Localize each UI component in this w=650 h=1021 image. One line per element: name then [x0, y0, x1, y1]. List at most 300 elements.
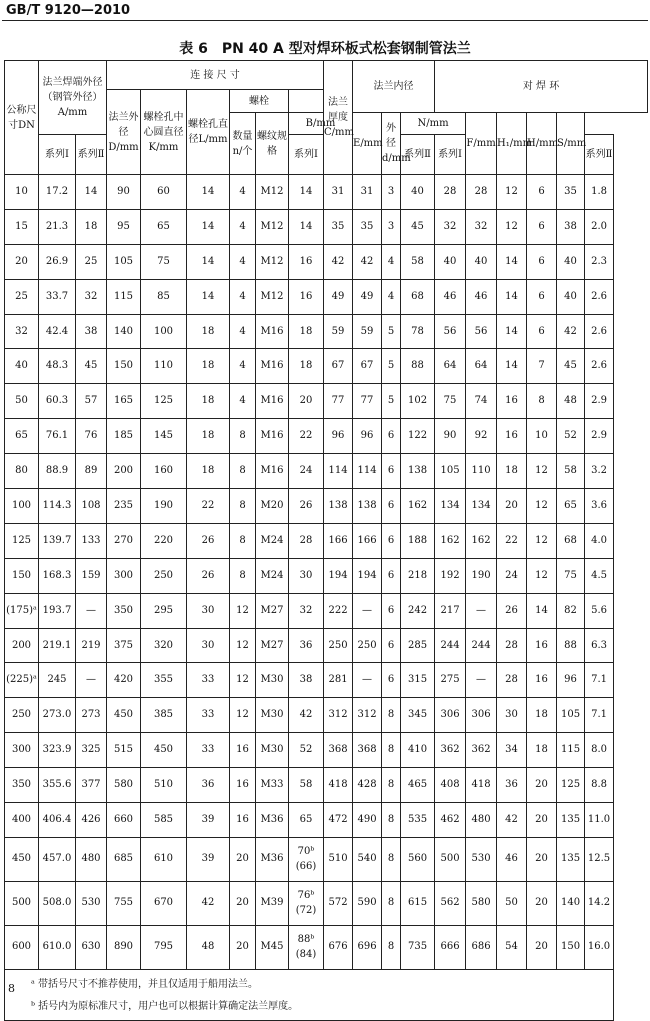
cell-bolt-hole: 14	[187, 244, 230, 279]
cell-dn: 400	[5, 803, 39, 838]
cell-h1: 18	[527, 698, 557, 733]
cell-a-series1: 406.4	[39, 803, 76, 838]
cell-bolt-qty: 12	[230, 698, 256, 733]
cell-n-series1: 306	[435, 698, 466, 733]
cell-n-series1: 408	[435, 768, 466, 803]
cell-a-series1: 139.7	[39, 523, 76, 558]
cell-n-series2: 244	[466, 628, 497, 663]
cell-bolt-thread: M16	[256, 384, 289, 419]
cell-a-series1: 76.1	[39, 419, 76, 454]
cell-flange-od: 185	[107, 419, 141, 454]
cell-bolt-circle: 100	[141, 314, 187, 349]
hdr-B-series1: 系列Ⅰ	[289, 135, 324, 175]
cell-a-series2: 630	[76, 925, 107, 969]
cell-s: 2.6	[585, 279, 614, 314]
cell-ring-od: 218	[401, 558, 435, 593]
cell-n-series2: 134	[466, 489, 497, 524]
cell-b-series1: 59	[324, 314, 353, 349]
table-row	[5, 881, 648, 925]
cell-s: 2.6	[585, 349, 614, 384]
table-row	[5, 803, 648, 838]
footnote-a: ᵃ 带括号尺寸不推荐使用，并且仅适用于船用法兰。	[31, 978, 259, 990]
cell-n-series2: 686	[466, 925, 497, 969]
cell-b-series2: 35	[353, 209, 382, 244]
cell-s: 2.3	[585, 244, 614, 279]
cell-bolt-qty: 8	[230, 489, 256, 524]
cell-bolt-thread: M20	[256, 489, 289, 524]
flange-thickness-value: 76ᵇ	[297, 890, 315, 902]
hdr-ring-od: 外径d/mm	[382, 113, 401, 175]
cell-flange-thickness: 18	[289, 349, 324, 384]
cell-n-series1: 32	[435, 209, 466, 244]
cell-n-series1: 40	[435, 244, 466, 279]
hdr-S: S/mm	[557, 113, 585, 175]
cell-h1: 16	[527, 628, 557, 663]
cell-f: 16	[497, 384, 527, 419]
cell-a-series2: 18	[76, 209, 107, 244]
cell-s: 8.8	[585, 768, 614, 803]
cell-bolt-hole: 18	[187, 384, 230, 419]
cell-dn: 100	[5, 489, 39, 524]
cell-e: 8	[382, 768, 401, 803]
cell-bolt-circle: 75	[141, 244, 187, 279]
table-row	[5, 663, 648, 698]
table-row	[5, 925, 648, 969]
cell-dn: 125	[5, 523, 39, 558]
cell-ring-od: 138	[401, 454, 435, 489]
flange-thickness-original: (84)	[295, 949, 317, 961]
cell-a-series2: 480	[76, 837, 107, 881]
cell-n-series2: 480	[466, 803, 497, 838]
cell-bolt-hole: 18	[187, 349, 230, 384]
cell-bolt-thread: M36	[256, 837, 289, 881]
cell-h1: 18	[527, 733, 557, 768]
cell-flange-od: 95	[107, 209, 141, 244]
cell-n-series1: 666	[435, 925, 466, 969]
cell-n-series1: 217	[435, 593, 466, 628]
cell-b-series1: 96	[324, 419, 353, 454]
cell-dn: 80	[5, 454, 39, 489]
cell-s: 5.6	[585, 593, 614, 628]
cell-bolt-circle: 250	[141, 558, 187, 593]
cell-ring-od: 410	[401, 733, 435, 768]
cell-s: 12.5	[585, 837, 614, 881]
cell-bolt-thread: M12	[256, 209, 289, 244]
cell-a-series1: 88.9	[39, 454, 76, 489]
table-row	[5, 558, 648, 593]
cell-ring-od: 315	[401, 663, 435, 698]
cell-dn: 200	[5, 628, 39, 663]
cell-ring-od: 465	[401, 768, 435, 803]
cell-h: 48	[557, 384, 585, 419]
cell-a-series2: 133	[76, 523, 107, 558]
cell-h: 135	[557, 803, 585, 838]
cell-bolt-circle: 85	[141, 279, 187, 314]
cell-b-series2: 490	[353, 803, 382, 838]
hdr-flange-thickness: 法兰厚度C/mm	[324, 61, 353, 175]
cell-h1: 12	[527, 454, 557, 489]
cell-bolt-hole: 14	[187, 209, 230, 244]
cell-dn: 450	[5, 837, 39, 881]
cell-s: 4.5	[585, 558, 614, 593]
cell-a-series1: 245	[39, 663, 76, 698]
cell-f: 14	[497, 314, 527, 349]
cell-dn: 300	[5, 733, 39, 768]
cell-flange-od: 115	[107, 279, 141, 314]
cell-b-series2: 590	[353, 881, 382, 925]
cell-b-series1: 368	[324, 733, 353, 768]
cell-e: 8	[382, 881, 401, 925]
cell-f: 18	[497, 454, 527, 489]
cell-dn: 250	[5, 698, 39, 733]
cell-ring-od: 242	[401, 593, 435, 628]
cell-h1: 16	[527, 663, 557, 698]
cell-f: 22	[497, 523, 527, 558]
cell-b-series2: 138	[353, 489, 382, 524]
cell-e: 8	[382, 733, 401, 768]
cell-dn: 10	[5, 175, 39, 210]
cell-bolt-hole: 22	[187, 489, 230, 524]
cell-flange-od: 200	[107, 454, 141, 489]
table-title: 表 6 PN 40 A 型对焊环板式松套钢制管法兰	[179, 41, 471, 57]
cell-bolt-qty: 8	[230, 419, 256, 454]
cell-flange-od: 450	[107, 698, 141, 733]
cell-s: 8.0	[585, 733, 614, 768]
cell-bolt-qty: 20	[230, 837, 256, 881]
cell-a-series1: 26.9	[39, 244, 76, 279]
cell-e: 5	[382, 314, 401, 349]
cell-h1: 6	[527, 209, 557, 244]
cell-bolt-thread: M16	[256, 349, 289, 384]
cell-n-series1: 462	[435, 803, 466, 838]
cell-bolt-thread: M27	[256, 593, 289, 628]
cell-bolt-circle: 450	[141, 733, 187, 768]
cell-b-series2: —	[353, 593, 382, 628]
cell-bolt-hole: 30	[187, 628, 230, 663]
cell-b-series2: 696	[353, 925, 382, 969]
cell-h1: 10	[527, 419, 557, 454]
cell-h: 115	[557, 733, 585, 768]
cell-dn: 40	[5, 349, 39, 384]
cell-s: 3.6	[585, 489, 614, 524]
hdr-bolt: 螺栓	[230, 90, 289, 113]
cell-b-series2: 114	[353, 454, 382, 489]
hdr-weld-ring: 对 焊 环	[435, 61, 648, 113]
cell-a-series1: 60.3	[39, 384, 76, 419]
cell-s: 16.0	[585, 925, 614, 969]
cell-b-series1: 281	[324, 663, 353, 698]
cell-bolt-qty: 4	[230, 175, 256, 210]
cell-ring-od: 345	[401, 698, 435, 733]
cell-ring-od: 615	[401, 881, 435, 925]
flange-thickness-original: (72)	[295, 905, 317, 917]
cell-bolt-qty: 16	[230, 733, 256, 768]
cell-bolt-circle: 125	[141, 384, 187, 419]
cell-f: 14	[497, 279, 527, 314]
cell-s: 2.9	[585, 384, 614, 419]
cell-flange-thickness: 20	[289, 384, 324, 419]
cell-f: 14	[497, 244, 527, 279]
cell-a-series2: 108	[76, 489, 107, 524]
table-row	[5, 454, 648, 489]
cell-h1: 6	[527, 244, 557, 279]
hdr-bolt-hole: 螺栓孔直径L/mm	[187, 90, 230, 175]
cell-flange-thickness: 30	[289, 558, 324, 593]
cell-bolt-hole: 42	[187, 881, 230, 925]
cell-s: 1.8	[585, 175, 614, 210]
cell-flange-od: 150	[107, 349, 141, 384]
cell-f: 16	[497, 419, 527, 454]
cell-bolt-qty: 4	[230, 244, 256, 279]
cell-a-series2: 45	[76, 349, 107, 384]
cell-b-series2: 59	[353, 314, 382, 349]
cell-h: 68	[557, 523, 585, 558]
cell-b-series1: 49	[324, 279, 353, 314]
cell-bolt-qty: 4	[230, 384, 256, 419]
cell-a-series1: 323.9	[39, 733, 76, 768]
cell-f: 42	[497, 803, 527, 838]
cell-bolt-circle: 190	[141, 489, 187, 524]
cell-flange-od: 105	[107, 244, 141, 279]
cell-bolt-qty: 12	[230, 663, 256, 698]
cell-f: 24	[497, 558, 527, 593]
cell-flange-od: 660	[107, 803, 141, 838]
hdr-B: B/mm	[289, 113, 353, 135]
cell-h1: 20	[527, 925, 557, 969]
cell-e: 5	[382, 349, 401, 384]
cell-flange-thickness: 18	[289, 314, 324, 349]
cell-flange-od: 580	[107, 768, 141, 803]
cell-s: 2.9	[585, 419, 614, 454]
cell-flange-od: 270	[107, 523, 141, 558]
cell-s: 4.0	[585, 523, 614, 558]
cell-a-series1: 33.7	[39, 279, 76, 314]
cell-e: 8	[382, 698, 401, 733]
cell-e: 5	[382, 384, 401, 419]
cell-n-series2: —	[466, 593, 497, 628]
cell-b-series2: 166	[353, 523, 382, 558]
table-row	[5, 349, 648, 384]
cell-bolt-thread: M16	[256, 314, 289, 349]
cell-bolt-hole: 18	[187, 419, 230, 454]
cell-ring-od: 40	[401, 175, 435, 210]
cell-h: 105	[557, 698, 585, 733]
cell-bolt-hole: 33	[187, 733, 230, 768]
cell-n-series2: 190	[466, 558, 497, 593]
cell-h1: 20	[527, 881, 557, 925]
cell-bolt-hole: 36	[187, 768, 230, 803]
cell-bolt-thread: M24	[256, 558, 289, 593]
cell-a-series1: 610.0	[39, 925, 76, 969]
cell-b-series1: 250	[324, 628, 353, 663]
cell-dn: 32	[5, 314, 39, 349]
cell-f: 14	[497, 349, 527, 384]
cell-f: 26	[497, 593, 527, 628]
cell-a-series1: 273.0	[39, 698, 76, 733]
cell-s: 3.2	[585, 454, 614, 489]
cell-h1: 14	[527, 593, 557, 628]
cell-bolt-hole: 26	[187, 558, 230, 593]
cell-b-series2: 31	[353, 175, 382, 210]
cell-flange-od: 890	[107, 925, 141, 969]
cell-bolt-thread: M30	[256, 663, 289, 698]
cell-a-series2: 89	[76, 454, 107, 489]
cell-ring-od: 45	[401, 209, 435, 244]
cell-bolt-qty: 4	[230, 209, 256, 244]
cell-a-series1: 168.3	[39, 558, 76, 593]
cell-n-series2: 40	[466, 244, 497, 279]
cell-h: 42	[557, 314, 585, 349]
cell-b-series2: 428	[353, 768, 382, 803]
hdr-N-series2: 系列Ⅱ	[585, 135, 614, 175]
cell-a-series1: 17.2	[39, 175, 76, 210]
cell-bolt-circle: 220	[141, 523, 187, 558]
table-body	[5, 175, 648, 970]
cell-bolt-hole: 18	[187, 454, 230, 489]
cell-h: 135	[557, 837, 585, 881]
cell-flange-thickness: 52	[289, 733, 324, 768]
table-row	[5, 837, 648, 881]
cell-ring-od: 285	[401, 628, 435, 663]
cell-h1: 6	[527, 175, 557, 210]
cell-n-series2: 110	[466, 454, 497, 489]
cell-b-series1: 472	[324, 803, 353, 838]
hdr-flange-od: 法兰外径D/mm	[107, 90, 141, 175]
cell-b-series1: 676	[324, 925, 353, 969]
cell-bolt-qty: 4	[230, 279, 256, 314]
cell-flange-od: 165	[107, 384, 141, 419]
cell-e: 6	[382, 558, 401, 593]
cell-f: 46	[497, 837, 527, 881]
cell-bolt-circle: 670	[141, 881, 187, 925]
cell-h: 75	[557, 558, 585, 593]
cell-bolt-circle: 320	[141, 628, 187, 663]
table-row	[5, 314, 648, 349]
cell-b-series2: 49	[353, 279, 382, 314]
cell-flange-thickness: 14	[289, 175, 324, 210]
cell-n-series1: 105	[435, 454, 466, 489]
cell-ring-od: 78	[401, 314, 435, 349]
cell-n-series1: 134	[435, 489, 466, 524]
cell-bolt-circle: 145	[141, 419, 187, 454]
cell-ring-od: 162	[401, 489, 435, 524]
cell-flange-od: 235	[107, 489, 141, 524]
cell-dn: 65	[5, 419, 39, 454]
cell-h: 45	[557, 349, 585, 384]
cell-bolt-thread: M16	[256, 454, 289, 489]
cell-b-series2: —	[353, 663, 382, 698]
cell-bolt-circle: 585	[141, 803, 187, 838]
cell-e: 6	[382, 663, 401, 698]
cell-flange-od: 90	[107, 175, 141, 210]
cell-a-series2: 38	[76, 314, 107, 349]
cell-h: 52	[557, 419, 585, 454]
cell-flange-od: 515	[107, 733, 141, 768]
cell-flange-thickness: 22	[289, 419, 324, 454]
cell-flange-thickness: 38	[289, 663, 324, 698]
cell-n-series1: 500	[435, 837, 466, 881]
cell-n-series2: 362	[466, 733, 497, 768]
cell-h1: 7	[527, 349, 557, 384]
cell-h: 35	[557, 175, 585, 210]
cell-ring-od: 102	[401, 384, 435, 419]
hdr-N: N/mm	[401, 113, 466, 135]
cell-e: 6	[382, 419, 401, 454]
cell-flange-thickness: 24	[289, 454, 324, 489]
cell-a-series2: 57	[76, 384, 107, 419]
cell-bolt-hole: 33	[187, 663, 230, 698]
cell-dn: 150	[5, 558, 39, 593]
cell-b-series2: 96	[353, 419, 382, 454]
cell-n-series1: 64	[435, 349, 466, 384]
cell-b-series1: 114	[324, 454, 353, 489]
cell-h1: 12	[527, 558, 557, 593]
cell-f: 20	[497, 489, 527, 524]
table-row	[5, 489, 648, 524]
table-row	[5, 733, 648, 768]
cell-e: 3	[382, 209, 401, 244]
cell-h: 125	[557, 768, 585, 803]
table-row	[5, 209, 648, 244]
cell-b-series1: 166	[324, 523, 353, 558]
cell-f: 12	[497, 209, 527, 244]
cell-bolt-qty: 4	[230, 349, 256, 384]
cell-h1: 20	[527, 768, 557, 803]
cell-flange-thickness: 32	[289, 593, 324, 628]
cell-a-series2: 159	[76, 558, 107, 593]
hdr-E: E/mm	[353, 113, 382, 175]
table-row	[5, 419, 648, 454]
cell-e: 6	[382, 454, 401, 489]
footnote-b: ᵇ 括号内为原标准尺寸，用户也可以根据计算确定法兰厚度。	[31, 1000, 299, 1012]
cell-e: 6	[382, 523, 401, 558]
cell-flange-thickness: 36	[289, 628, 324, 663]
cell-bolt-circle: 385	[141, 698, 187, 733]
cell-a-series2: 76	[76, 419, 107, 454]
cell-bolt-qty: 12	[230, 593, 256, 628]
cell-f: 50	[497, 881, 527, 925]
cell-f: 54	[497, 925, 527, 969]
cell-h: 96	[557, 663, 585, 698]
cell-e: 8	[382, 803, 401, 838]
cell-b-series1: 67	[324, 349, 353, 384]
cell-s: 7.1	[585, 663, 614, 698]
cell-n-series1: 90	[435, 419, 466, 454]
cell-n-series2: 32	[466, 209, 497, 244]
cell-b-series1: 312	[324, 698, 353, 733]
cell-bolt-thread: M39	[256, 881, 289, 925]
hdr-A-series2: 系列Ⅱ	[76, 135, 107, 175]
cell-b-series1: 138	[324, 489, 353, 524]
cell-bolt-thread: M45	[256, 925, 289, 969]
cell-bolt-circle: 60	[141, 175, 187, 210]
cell-flange-thickness: 42	[289, 698, 324, 733]
cell-h: 40	[557, 279, 585, 314]
cell-flange-thickness: 65	[289, 803, 324, 838]
cell-e: 8	[382, 837, 401, 881]
cell-bolt-qty: 16	[230, 803, 256, 838]
cell-ring-od: 122	[401, 419, 435, 454]
cell-h: 58	[557, 454, 585, 489]
cell-ring-od: 535	[401, 803, 435, 838]
cell-ring-od: 88	[401, 349, 435, 384]
cell-ring-od: 560	[401, 837, 435, 881]
flange-thickness-original: (66)	[295, 861, 317, 873]
cell-n-series2: 64	[466, 349, 497, 384]
cell-flange-thickness: 14	[289, 209, 324, 244]
cell-bolt-qty: 12	[230, 628, 256, 663]
cell-f: 12	[497, 175, 527, 210]
